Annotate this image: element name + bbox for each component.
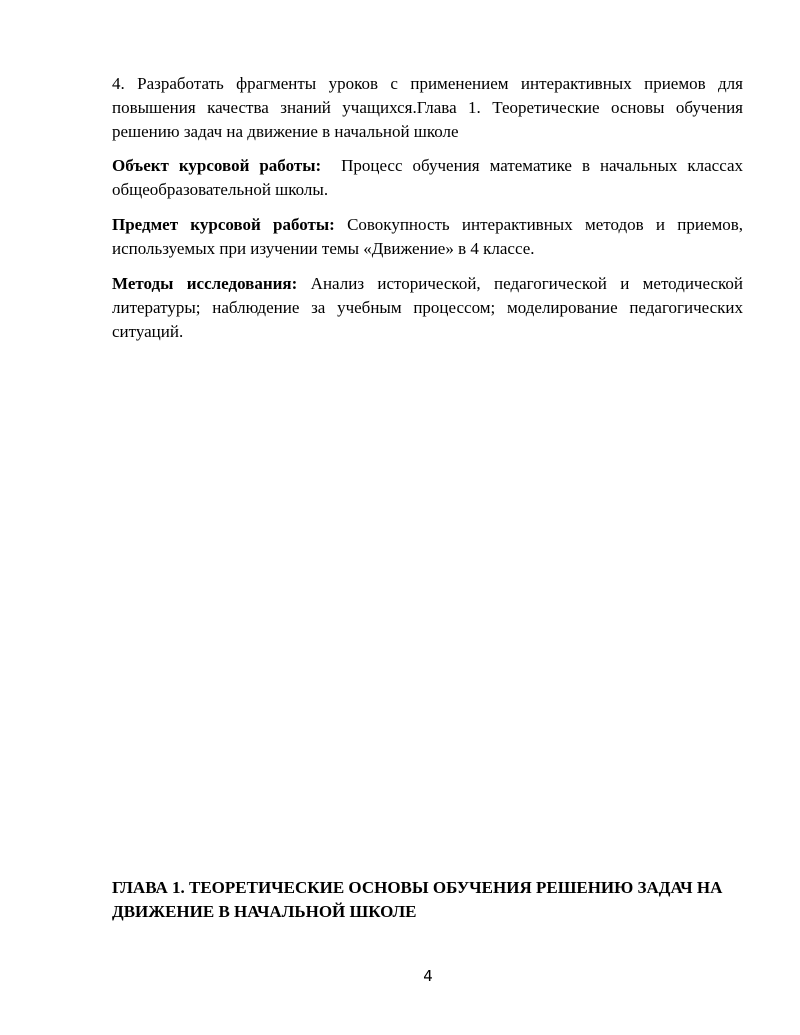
research-object-label: Объект курсовой работы: (112, 156, 322, 175)
task-item-4-paragraph (112, 72, 743, 144)
research-methods-label: Методы исследования: (112, 274, 298, 293)
task-item-4-text: 4. Разработать фрагменты уроков с применением интерактивных приемов для повышения качества знаний учащихся.Глава 1. Теоретические основы обучения решению задач на движение в начальной школе (112, 74, 743, 141)
research-object-paragraph (112, 154, 743, 202)
research-object-text: Процесс обучения математике в начальных классах общеобразовательной школы. (112, 156, 744, 199)
research-subject-paragraph (112, 213, 743, 261)
research-methods-text: Анализ исторической, педагогической и методической литературы; наблюдение за учебным процессом; моделирование педагогических ситуаций. (112, 274, 743, 341)
research-methods-paragraph (112, 272, 743, 344)
chapter-heading: ГЛАВА 1. ТЕОРЕТИЧЕСКИЕ ОСНОВЫ ОБУЧЕНИЯ РЕШЕНИЮ ЗАДАЧ НА ДВИЖЕНИЕ В НАЧАЛЬНОЙ ШКОЛЕ (112, 878, 723, 921)
page-number: 4 (423, 967, 433, 985)
body-text (112, 72, 743, 355)
research-subject-label: Предмет курсовой работы: (112, 215, 335, 234)
research-subject-text: Совокупность интерактивных методов и приемов, используемых при изучении темы «Движение» в 4 классе. (112, 215, 743, 258)
